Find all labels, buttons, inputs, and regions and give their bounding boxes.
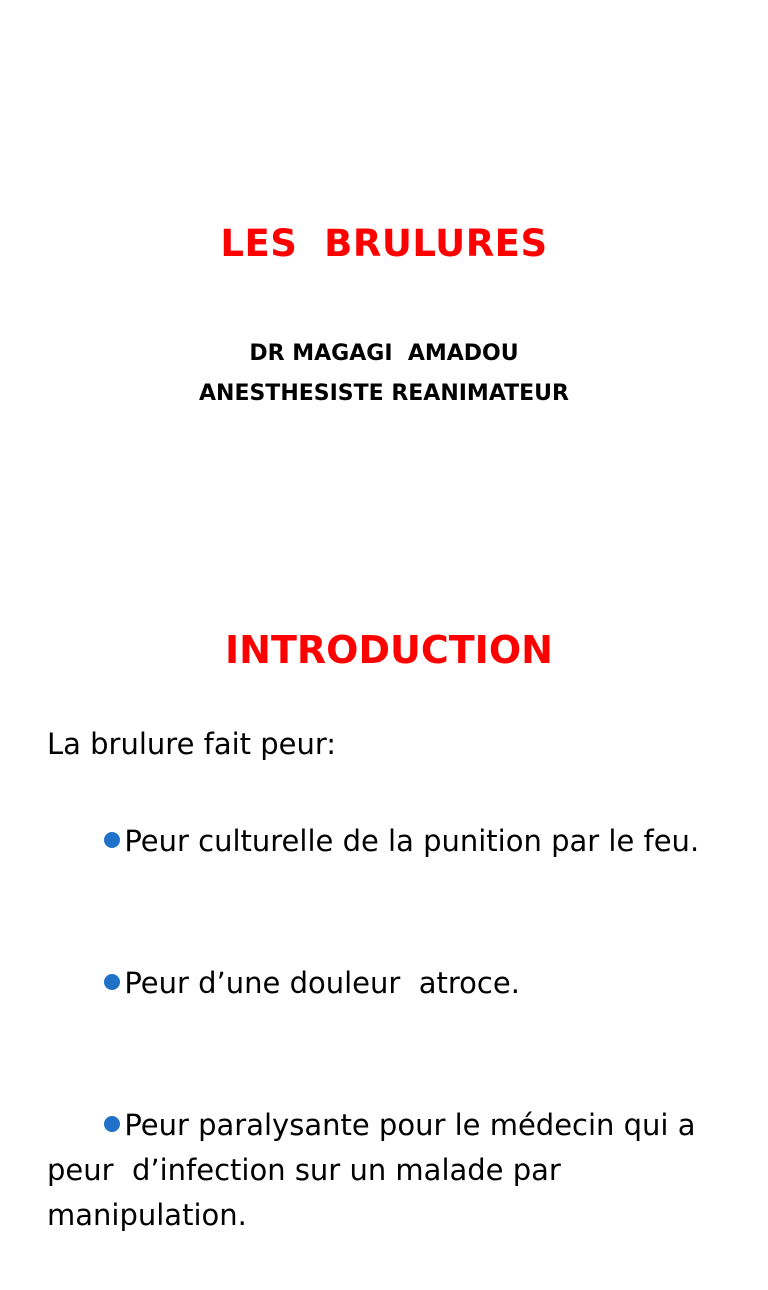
list-item-text: Peur paralysante pour le médecin qui a peur d’infection sur un malade par manipulation. [47, 1108, 705, 1232]
author-name: DR MAGAGI AMADOU [249, 341, 519, 366]
list-item-text: Peur d’une douleur atroce. [124, 966, 520, 1000]
presentation-title: LES BRULURES [220, 222, 548, 265]
intro-line: La brulure fait peur: [47, 727, 337, 761]
author-role: ANESTHESISTE REANIMATEUR [199, 381, 569, 406]
introduction-slide [0, 512, 768, 1232]
bullet-dot-icon [104, 1116, 120, 1132]
bullet-dot-icon [104, 832, 120, 848]
bullet-dot-icon [104, 974, 120, 990]
list-item [47, 1058, 727, 1283]
section-heading: INTRODUCTION [225, 628, 553, 672]
list-item [47, 774, 727, 909]
list-item [47, 916, 727, 1051]
body-text [47, 722, 727, 1290]
title-slide [0, 0, 768, 512]
author-block [0, 334, 768, 414]
list-item-text: Peur culturelle de la punition par le feu. [124, 824, 700, 858]
